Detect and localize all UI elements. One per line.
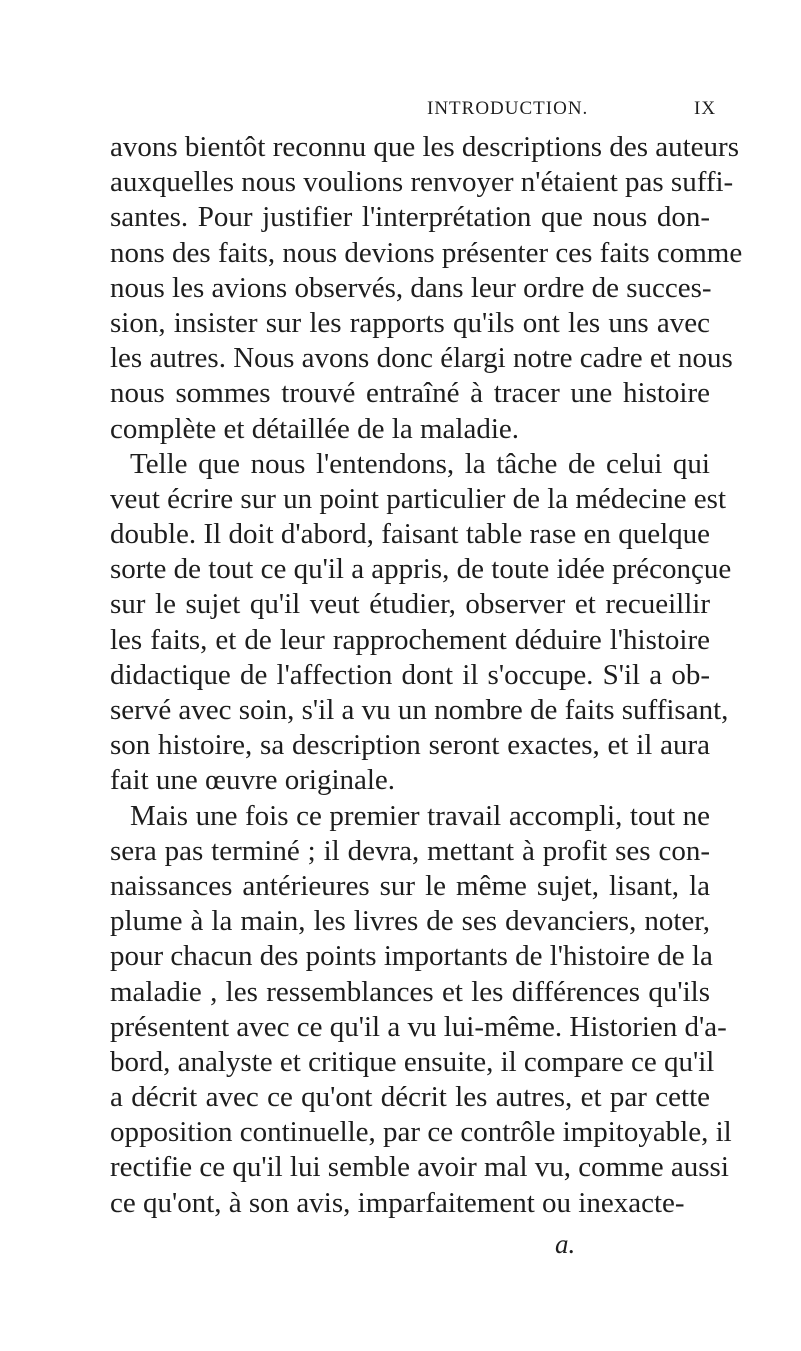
text-line: santes. Pour justifier l'interprétation que nous don- [110,201,710,234]
text-line: naissances antérieures sur le même sujet, lisant, la [110,869,710,902]
text-line: plume à la main, les livres de ses devanciers, noter, [110,905,710,938]
text-line: a décrit avec ce qu'ont décrit les autres, et par cette [110,1081,710,1114]
text-line: son histoire, sa description seront exactes, et il aura [110,729,710,762]
text-line: opposition continuelle, par ce contrôle impitoyable, il [110,1116,732,1149]
text-line: bord, analyste et critique ensuite, il compare ce qu'il [110,1045,715,1078]
text-line: pour chacun des points importants de l'histoire de la [110,940,713,973]
text-line: sorte de tout ce qu'il a appris, de toute idée préconçue [110,553,732,586]
text-line: présentent avec ce qu'il a vu lui-même. Historien d'a- [110,1010,727,1043]
text-line: maladie , les ressemblances et les différences qu'ils [110,975,710,1008]
page-number: IX [694,98,717,119]
text-line: les faits, et de leur rapprochement déduire l'histoire [110,623,710,656]
header-title: INTRODUCTION. [427,98,589,119]
text-line: complète et détaillée de la maladie. [110,412,520,445]
paragraph [110,130,743,447]
text-line: auxquelles nous voulions renvoyer n'étaient pas suffi- [110,166,734,199]
text-line: Mais une fois ce premier travail accompli, tout ne [130,799,710,832]
text-line: rectifie ce qu'il lui semble avoir mal vu, comme aussi [110,1151,729,1184]
text-line: ce qu'ont, à son avis, imparfaitement ou inexacte- [110,1186,685,1219]
text-line: fait une œuvre originale. [110,764,396,797]
text-line: sur le sujet qu'il veut étudier, observer et recueillir [110,588,710,621]
text-line: didactique de l'affection dont il s'occupe. S'il a ob- [110,658,710,691]
text-line: servé avec soin, s'il a vu un nombre de faits suffisant, [110,694,729,726]
text-line: veut écrire sur un point particulier de la médecine est [110,482,726,515]
text-line: double. Il doit d'abord, faisant table rase en quelque [110,518,710,551]
running-header [0,98,801,128]
text-line: avons bientôt reconnu que les descriptions des auteurs [110,131,739,163]
text-line: nous sommes trouvé entraîné à tracer une histoire [110,377,710,410]
text-line: sera pas terminé ; il devra, mettant à profit ses con- [110,834,710,867]
paragraph [110,799,732,1221]
paragraph [110,447,732,799]
text-line: nous les avions observés, dans leur ordre de succes- [110,271,712,304]
text-line: Telle que nous l'entendons, la tâche de celui qui [130,447,710,480]
signature-mark: a. [555,1229,576,1260]
text-line: les autres. Nous avons donc élargi notre cadre et nous [110,342,733,375]
text-line: nons des faits, nous devions présenter ces faits comme [110,236,743,269]
text-line: sion, insister sur les rapports qu'ils ont les uns avec [110,306,710,339]
body-text [110,130,743,1221]
